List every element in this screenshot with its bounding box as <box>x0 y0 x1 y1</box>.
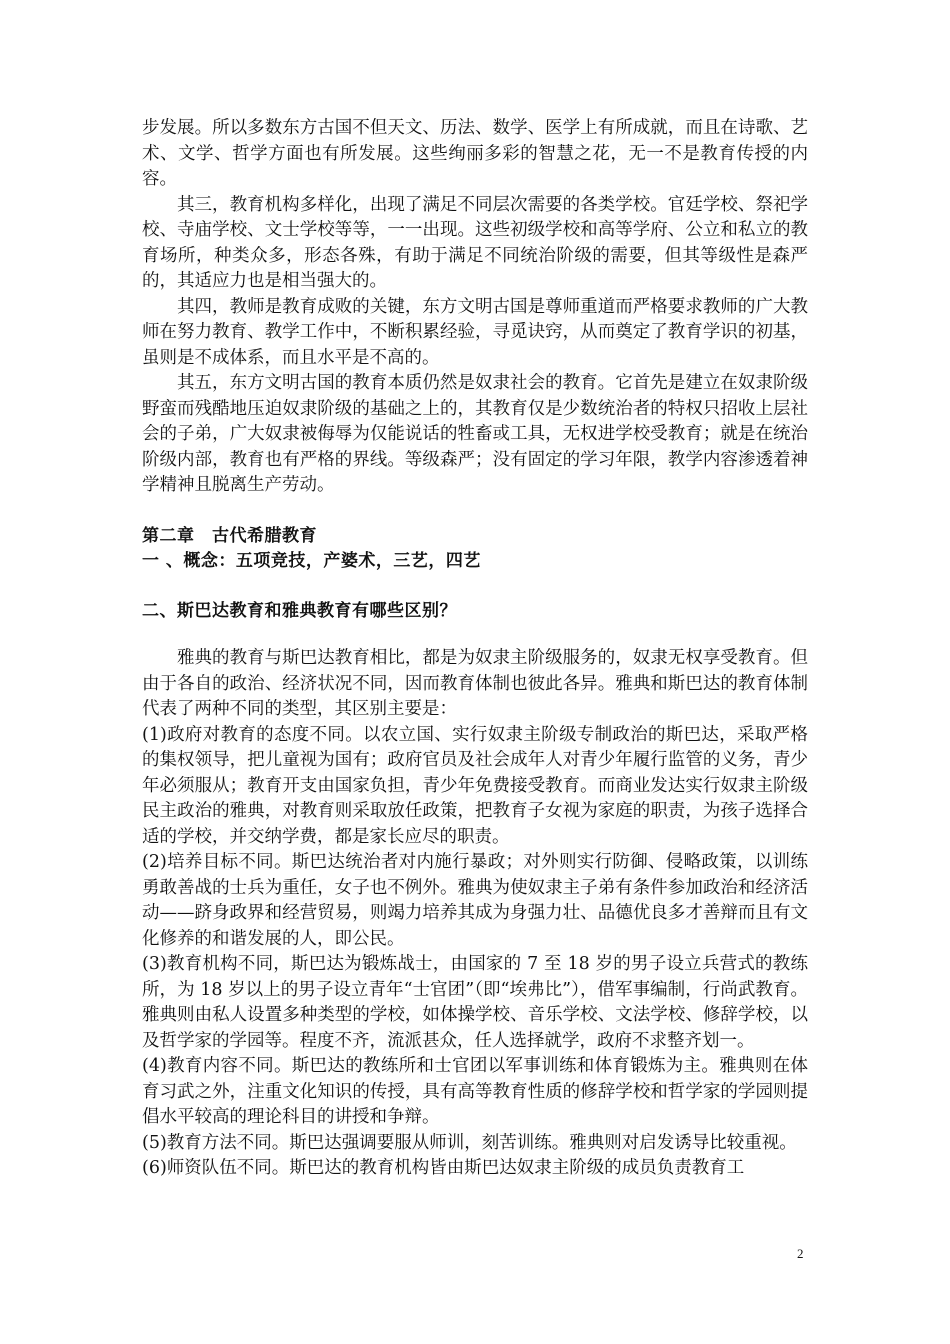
concepts-heading: 一 、概念：五项竞技，产婆术，三艺，四艺 <box>142 551 481 571</box>
difference-item: (5)教育方法不同。斯巴达强调要服从师训，刻苦训练。雅典则对启发诱导比较重视。 <box>142 1132 797 1153</box>
document-page <box>142 116 808 1182</box>
continued-paragraph: 步发展。所以多数东方古国不但天文、历法、数学、医学上有所成就，而且在诗歌、艺术、文学、哲学方面也有所发展。这些绚丽多彩的智慧之花，无一不是教育传授的内容。 <box>142 118 808 189</box>
paragraph-point-three: 其三，教育机构多样化，出现了满足不同层次需要的各类学校。官廷学校、祭祀学校、寺庙学校、文士学校等等，一一出现。这些初级学校和高等学府、公立和私立的教育场所，种类众多，形态各殊，有助于满足不同统治阶级的需要，但其等级性是森严的，其适应力也是相当强大的。 <box>142 194 808 291</box>
question-heading: 二、斯巴达教育和雅典教育有哪些区别？ <box>142 600 457 621</box>
paragraph-point-five: 其五，东方文明古国的教育本质仍然是奴隶社会的教育。它首先是建立在奴隶阶级野蛮而残酷地压迫奴隶阶级的基础之上的，其教育仅是少数统治者的特权只招收上层社会的子弟，广大奴隶被侮辱为仅能说话的牲畜或工具，无权进学校受教育；就是在统治阶级内部，教育也有严格的界线。等级森严；没有固定的学习年限，教学内容渗透着神学精神且脱离生产劳动。 <box>142 373 808 495</box>
page-number: 2 <box>797 1246 804 1261</box>
difference-item: (4)教育内容不同。斯巴达的教练所和士官团以军事训练和体育锻炼为主。雅典则在体育习武之外，注重文化知识的传授，具有高等教育性质的修辞学校和哲学家的学园则提倡水平较高的理论科目的讲授和争辩。 <box>142 1056 808 1127</box>
chapter-title: 第二章 古代希腊教育 <box>142 525 317 546</box>
difference-item: (2)培养目标不同。斯巴达统治者对内施行暴政；对外则实行防御、侵略政策，以训练勇敢善战的士兵为重任，女子也不例外。雅典为使奴隶主子弟有条件参加政治和经济活动——跻身政界和经营贸易，则竭力培养其成为身强力壮、品德优良多才善辩而且有文化修养的和谐发展的人，即公民。 <box>142 852 808 949</box>
difference-item: (1)政府对教育的态度不同。以农立国、实行奴隶主阶级专制政治的斯巴达，采取严格的集权领导，把儿童视为国有；政府官员及社会成年人对青少年履行监管的义务，青少年必须服从；教育开支由国家负担，青少年免费接受教育。而商业发达实行奴隶主阶级民主政治的雅典，对教育则采取放任政策，把教育子女视为家庭的职责，为孩子选择合适的学校，并交纳学费，都是家长应尽的职责。 <box>142 724 808 847</box>
answer-intro: 雅典的教育与斯巴达教育相比，都是为奴隶主阶级服务的，奴隶无权享受教育。但由于各自的政治、经济状况不同，因而教育体制也彼此各异。雅典和斯巴达的教育体制代表了两种不同的类型，其区别主要是： <box>142 648 808 719</box>
difference-item: (3)教育机构不同，斯巴达为锻炼战士，由国家的 7 至 18 岁的男子设立兵营式的教练所，为 18 岁以上的男子设立青年“士官团”（即“埃弗比”），借军事编制，行尚武教育。雅典则由私人设置多种类型的学校，如体操学校、音乐学校、文法学校、修辞学校，以及哲学家的学园等。程度不齐，流派甚众，任人选择就学，政府不求整齐划一。 <box>142 954 808 1051</box>
paragraph-point-four: 其四，教师是教育成败的关键，东方文明古国是尊师重道而严格要求教师的广大教师在努力教育、教学工作中，不断积累经验，寻觅诀窍，从而奠定了教育学识的初基，虽则是不成体系，而且水平是不高的。 <box>142 296 808 368</box>
difference-item: (6)师资队伍不同。斯巴达的教育机构皆由斯巴达奴隶主阶级的成员负责教育工 <box>142 1158 745 1178</box>
